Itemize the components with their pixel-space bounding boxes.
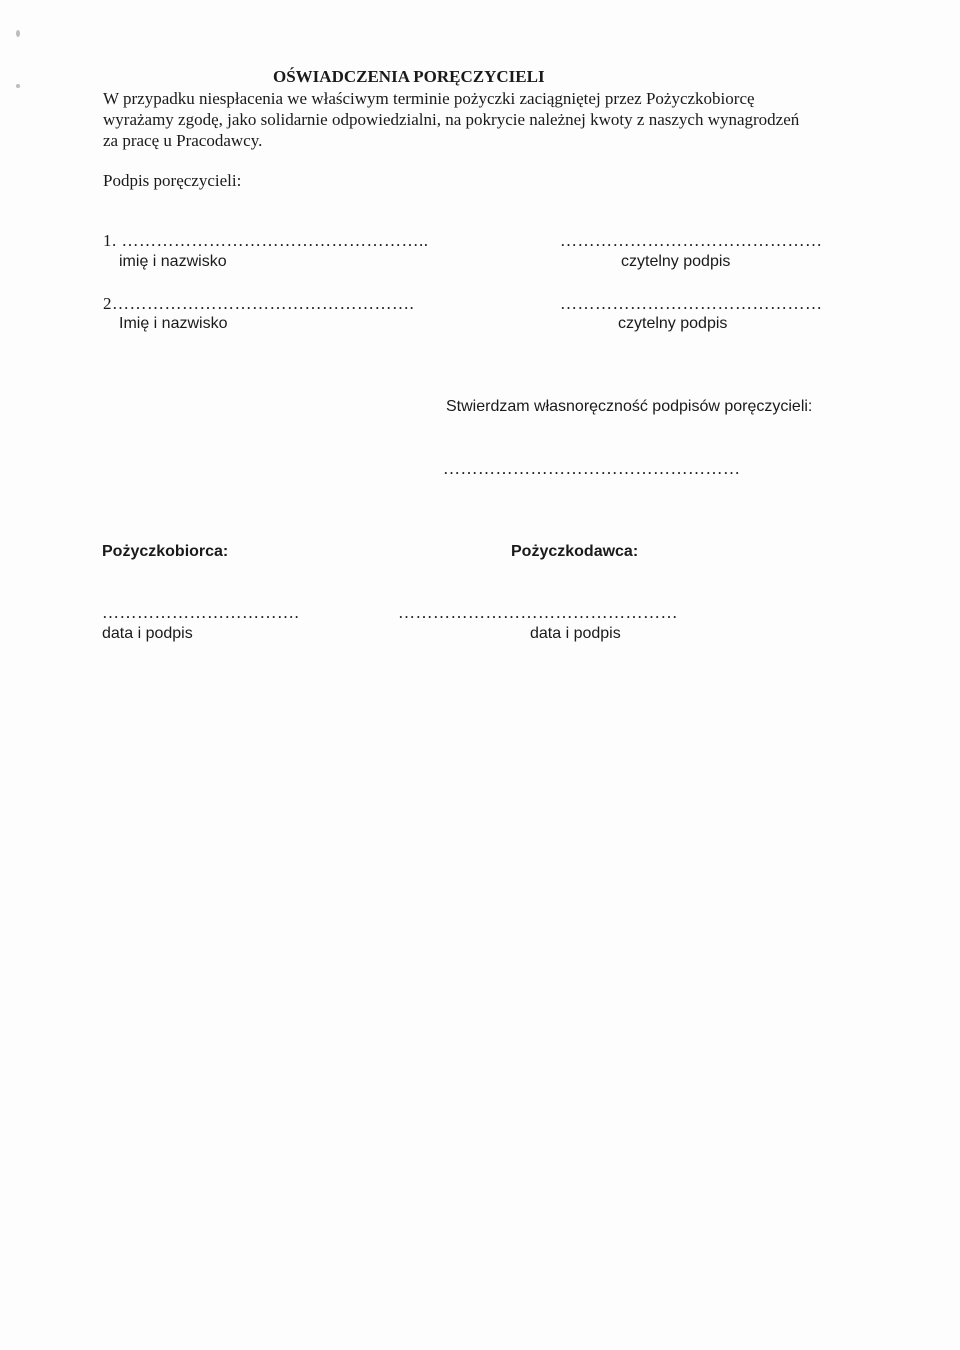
confirmation-signature-field[interactable]: …………………………………………… — [443, 459, 741, 478]
guarantor-1-signature-caption: czytelny podpis — [621, 253, 731, 270]
guarantor-2-signature-field[interactable]: ……………………………………… — [560, 294, 823, 313]
declaration-paragraph — [103, 88, 843, 151]
guarantor-2-signature-caption: czytelny podpis — [618, 315, 728, 332]
guarantor-2-name-field[interactable]: 2……………………………………………. — [103, 294, 415, 313]
scan-speck — [16, 30, 20, 37]
guarantor-1-signature-field[interactable]: ……………………………………… — [560, 231, 823, 250]
guarantor-signature-label: Podpis poręczycieli: — [103, 171, 242, 190]
paragraph-line: za pracę u Pracodawcy. — [103, 131, 263, 150]
borrower-signature-field[interactable]: ……………………………. — [102, 603, 300, 622]
paragraph-line: wyrażamy zgodę, jako solidarnie odpowiedzialni, na pokrycie należnej kwoty z naszych wynagrodzeń — [103, 110, 800, 129]
document-title: OŚWIADCZENIA PORĘCZYCIELI — [273, 67, 545, 86]
guarantor-1-name-caption: imię i nazwisko — [119, 253, 227, 270]
confirmation-label: Stwierdzam własnoręczność podpisów poręczycieli: — [446, 398, 813, 415]
borrower-label: Pożyczkobiorca: — [102, 543, 229, 560]
guarantor-1-name-field[interactable]: 1. …………………………………………….. — [103, 231, 429, 250]
lender-label: Pożyczkodawca: — [511, 543, 639, 560]
guarantor-2-name-caption: Imię i nazwisko — [119, 315, 228, 332]
scan-speck — [16, 84, 20, 88]
lender-signature-field[interactable]: ………………………………………… — [398, 603, 678, 622]
lender-signature-caption: data i podpis — [530, 625, 621, 642]
paragraph-line: W przypadku niespłacenia we właściwym terminie pożyczki zaciągniętej przez Pożyczkobiorcę — [103, 89, 755, 108]
borrower-signature-caption: data i podpis — [102, 625, 193, 642]
